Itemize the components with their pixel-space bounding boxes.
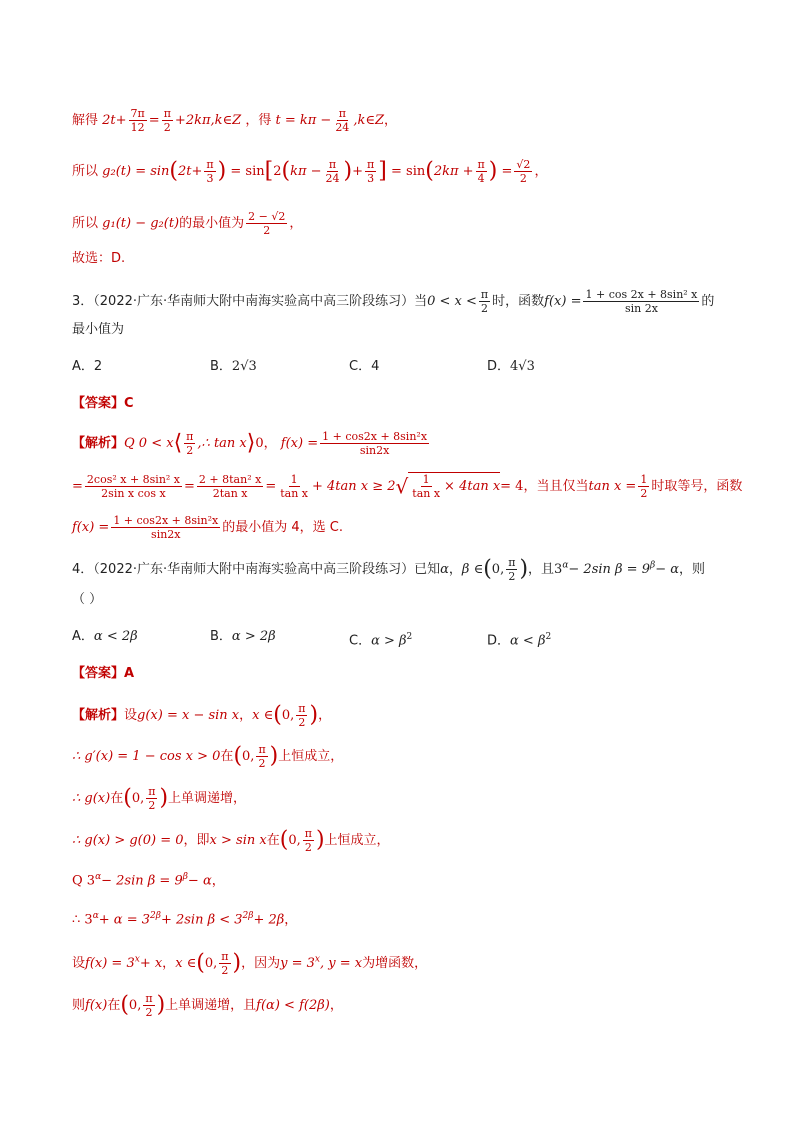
text: 解得 bbox=[72, 113, 99, 128]
text: ，且 bbox=[528, 562, 555, 577]
math: x bbox=[134, 954, 140, 965]
math: + α = 3 bbox=[98, 912, 150, 928]
text: 上单调递增，且 bbox=[165, 998, 257, 1013]
text: 时取等号，函数 bbox=[651, 479, 743, 494]
denominator: 3 bbox=[206, 172, 214, 185]
q4-solution-line-3: ∴ g(x)在(0, $\frac{\pi}{2}$ )上单调递增， bbox=[72, 785, 247, 812]
text: 在 bbox=[107, 998, 121, 1013]
text: ， bbox=[239, 708, 253, 723]
math: = bbox=[501, 164, 513, 179]
fraction bbox=[365, 158, 376, 185]
math: x ∈ bbox=[252, 708, 274, 723]
text: 设 bbox=[72, 956, 86, 971]
text: 上单调递增， bbox=[168, 791, 247, 806]
text: 设 bbox=[124, 708, 138, 723]
math: − 2sin β = 9 bbox=[568, 562, 650, 577]
text: 3．（2022·广东·华南师大附中南海实验高中高三阶段练习）当 bbox=[72, 294, 428, 309]
q3-option-a: A．2 bbox=[72, 359, 103, 374]
text: D． bbox=[487, 633, 511, 649]
fraction bbox=[246, 210, 287, 237]
text: ， bbox=[318, 708, 332, 723]
numerator: 2 − √2 bbox=[248, 210, 286, 223]
text: D． bbox=[487, 359, 511, 374]
question-4-stem: 4．（2022·广东·华南师大附中南海实验高中高三阶段练习）已知α，β ∈(0, $\frac{\pi}{2}$ )，且$3^\alpha- 2\sin$ $\beta = 9^\beta- \alpha$，则 bbox=[72, 556, 706, 583]
denominator: 2sin x cos x bbox=[101, 487, 166, 500]
math: − α bbox=[187, 873, 212, 889]
numerator: 1 + cos2x + 8sin²x bbox=[113, 514, 219, 527]
numerator: 1 bbox=[640, 473, 648, 486]
math: α bbox=[440, 562, 449, 577]
q3-option-d bbox=[487, 358, 535, 376]
numerator: π bbox=[477, 158, 485, 171]
numerator: 7π bbox=[130, 107, 145, 120]
denominator: 2 bbox=[481, 302, 489, 315]
math: − 2sin β = 9 bbox=[101, 873, 183, 889]
math: 2 bbox=[406, 632, 413, 642]
math: 4√3 bbox=[510, 359, 535, 374]
text: ，得 bbox=[245, 113, 272, 128]
fraction bbox=[506, 556, 517, 583]
text: 【解析】 bbox=[72, 708, 125, 723]
numerator: π bbox=[163, 107, 171, 120]
solution-line-2: 所以 g₂(t) = sin(2t+ $\frac{\pi}{3}$ ) = sin[2(kπ − $\frac{\pi}{24}$ )+ $\frac{\pi}{3}$ ] = sin(2kπ + $\frac{\pi}{4}$ ) = $\frac{√2}{2}$ ， bbox=[72, 158, 548, 185]
fraction bbox=[583, 288, 699, 315]
math: ∴ g′(x) = 1 − cos x > 0 bbox=[72, 749, 221, 764]
text: ，则 bbox=[679, 562, 706, 577]
text: ，当且仅当 bbox=[523, 479, 589, 494]
q3-solution-line-3 bbox=[72, 514, 343, 541]
math: g(x) = x − sin x bbox=[137, 708, 240, 723]
fraction bbox=[333, 107, 351, 134]
fraction bbox=[162, 107, 173, 134]
text: ， bbox=[329, 998, 343, 1013]
math: + 2β bbox=[253, 912, 285, 928]
fraction bbox=[324, 158, 342, 185]
text: C． bbox=[349, 633, 372, 649]
math: ∴ g(x) > g(0) = 0 bbox=[72, 833, 184, 848]
denominator: sin2x bbox=[151, 528, 181, 541]
numerator: 1 bbox=[290, 473, 298, 486]
numerator: √2 bbox=[516, 158, 531, 171]
text: 在 bbox=[266, 833, 280, 848]
fraction bbox=[111, 514, 220, 541]
numerator: 2 + 8tan² x bbox=[198, 473, 262, 486]
q4-solution-line-5: Q $3^\alpha- 2\sin$ $\beta = 9^\beta- \alpha$， bbox=[72, 872, 225, 889]
fraction bbox=[184, 430, 195, 457]
text: 【解析】 bbox=[72, 436, 125, 451]
text: ， bbox=[162, 956, 176, 971]
math: = 4 bbox=[500, 479, 524, 494]
denominator: 2 bbox=[186, 444, 194, 457]
math: 0 < x < bbox=[427, 294, 477, 309]
math: α > β bbox=[371, 633, 407, 649]
denominator: 24 bbox=[335, 121, 350, 134]
text: A． bbox=[72, 629, 94, 644]
text: 的 bbox=[701, 294, 715, 309]
fraction bbox=[129, 107, 147, 134]
text: ， bbox=[211, 873, 225, 889]
math: g₂(t) = sin bbox=[102, 164, 170, 179]
math: f(α) < f(2β) bbox=[256, 998, 330, 1013]
q4-solution-line-6: ∴ $3^\alpha+ \alpha = 3^{2\beta}+ 2\sin$ $\beta < 3^{2\beta}+ 2\beta$， bbox=[72, 911, 298, 928]
denominator: 2tan x bbox=[212, 487, 248, 500]
math: ,∴ tan x bbox=[197, 436, 247, 451]
q4-solution-line-4: ∴ g(x) > g(0) = 0，即x > sin x在(0, $\frac{\pi}{2}$ )上恒成立， bbox=[72, 827, 390, 854]
math: − α bbox=[655, 562, 679, 577]
question-3-stem bbox=[72, 288, 714, 315]
numerator: π bbox=[186, 430, 194, 443]
math: = sin bbox=[391, 164, 426, 179]
text: B． bbox=[210, 629, 232, 644]
q4-option-b bbox=[210, 628, 276, 646]
math: +2kπ,k∈Z bbox=[174, 113, 242, 128]
q3-solution-line-2: = $\frac{\text{2cos² x + 8sin² x}}{\text{2sin x cos x}}$ = $\frac{\text{2 + 8tan² x}}{\text{2tan x}}$ = $\frac{1}{\text{tan x}}$ + 4tan x ≥ 2√ $\frac{1}{\text{tan x}}$ × 4tan x= 4，当且仅当tan x = $\frac{1}{2}$ 时取等号，函数 bbox=[72, 473, 743, 500]
denominator: sin2x bbox=[359, 444, 390, 457]
fraction bbox=[638, 473, 649, 500]
numerator: π bbox=[367, 158, 375, 171]
fraction bbox=[197, 473, 263, 500]
math: Q 0 < x bbox=[124, 436, 174, 451]
text: ， bbox=[263, 436, 277, 451]
math: + 4tan x ≥ 2 bbox=[311, 479, 396, 494]
denominator: 12 bbox=[130, 121, 145, 134]
q4-option-d bbox=[487, 628, 551, 650]
text: B． bbox=[210, 359, 232, 374]
math: ∴ 3 bbox=[72, 912, 93, 928]
text: ， bbox=[448, 562, 462, 577]
solution-line-1 bbox=[72, 107, 397, 134]
numerator: 1 + cos 2x + 8sin² x bbox=[585, 288, 698, 301]
math: t = kπ − bbox=[275, 113, 332, 128]
text: 在 bbox=[220, 749, 234, 764]
fraction bbox=[204, 158, 215, 185]
math: ∴ g(x) bbox=[72, 791, 111, 806]
math: + 2sin β < 3 bbox=[160, 912, 243, 928]
q3-solution-line-1: 【解析】Q 0 < x⟨ $\frac{\pi}{2}$ ,∴ tan x⟩0， f(x) = $\frac{\text{1 + cos2x + 8sin²x}}{\sin 2x}$ bbox=[72, 430, 428, 457]
denominator: 2 bbox=[163, 121, 171, 134]
math: f(x) = bbox=[280, 436, 319, 451]
numerator: π bbox=[328, 158, 337, 171]
fraction bbox=[410, 473, 442, 500]
math: x ∈ bbox=[175, 956, 197, 971]
text: 为增函数， bbox=[362, 956, 428, 971]
text: ， bbox=[383, 113, 397, 128]
text: 4．（2022·广东·华南师大附中南海实验高中高三阶段练习）已知 bbox=[72, 562, 441, 577]
math: g₁(t) − g₂(t) bbox=[102, 216, 180, 231]
text: 时，函数 bbox=[492, 294, 545, 309]
text: 在 bbox=[110, 791, 124, 806]
math: ,k∈Z bbox=[353, 113, 384, 128]
math: 2 bbox=[545, 632, 552, 642]
denominator: sin 2x bbox=[624, 302, 658, 315]
text: ，因为 bbox=[241, 956, 281, 971]
math: α bbox=[562, 560, 569, 571]
math: + x bbox=[139, 956, 163, 971]
math: x > sin x bbox=[209, 833, 267, 848]
math: 0 bbox=[255, 436, 264, 451]
math: α < 2β bbox=[93, 629, 138, 644]
math: , y = x bbox=[319, 956, 363, 971]
fraction bbox=[320, 430, 429, 457]
math: α > 2β bbox=[231, 629, 276, 644]
text: 的最小值为 4，选 C. bbox=[222, 520, 343, 535]
text: ， bbox=[289, 216, 303, 231]
fraction bbox=[514, 158, 532, 185]
denominator: 2 bbox=[640, 487, 648, 500]
text: 上恒成立， bbox=[278, 749, 344, 764]
denominator: 2 bbox=[508, 570, 516, 583]
math: 2 bbox=[273, 164, 282, 179]
q4-solution-line-2: ∴ g′(x) = 1 − cos x > 0在(0, $\frac{\pi}{2}$ )上恒成立， bbox=[72, 743, 344, 770]
math: f(x) = 3 bbox=[85, 956, 135, 971]
denominator: tan x bbox=[412, 487, 441, 500]
math: β ∈ bbox=[461, 562, 484, 577]
math: = bbox=[72, 479, 83, 494]
math: tan x = bbox=[588, 479, 637, 494]
fraction bbox=[476, 158, 487, 185]
q4-solution-line-7: 设$f(x) = 3^x+ x$，x ∈(0, $\frac{\pi}{2}$ )，因为$y = 3^x$, y = x为增函数， bbox=[72, 950, 428, 977]
text: 所以 bbox=[72, 216, 99, 231]
numerator: 1 bbox=[422, 473, 430, 486]
denominator: 3 bbox=[367, 172, 375, 185]
numerator: π bbox=[206, 158, 214, 171]
fraction bbox=[479, 288, 490, 315]
math: 3 bbox=[554, 562, 563, 577]
numerator: π bbox=[338, 107, 346, 120]
q3-option-c: C．4 bbox=[349, 359, 380, 374]
math: 2t+ bbox=[102, 113, 127, 128]
q4-answer: 【答案】A bbox=[72, 666, 135, 681]
math: 2β bbox=[150, 911, 161, 921]
text: 的最小值为 bbox=[179, 216, 245, 231]
q4-solution-line-1: 【解析】设g(x) = x − sin x，x ∈(0, $\frac{\pi}{2}$ )， bbox=[72, 702, 332, 729]
fraction bbox=[278, 473, 310, 500]
text: ， bbox=[534, 164, 548, 179]
math: f(x) = bbox=[544, 294, 582, 309]
q4-option-a bbox=[72, 628, 138, 646]
text: 所以 bbox=[72, 164, 99, 179]
math: α < β bbox=[510, 633, 546, 649]
math: 2kπ + bbox=[433, 164, 474, 179]
math: = bbox=[265, 479, 277, 494]
text: ，即 bbox=[183, 833, 210, 848]
solution-line-4: 故选：D. bbox=[72, 251, 126, 266]
denominator: 2 bbox=[519, 172, 527, 185]
text: 则 bbox=[72, 998, 86, 1013]
math: 2t+ bbox=[178, 164, 203, 179]
question-3-stem-line2: 最小值为 bbox=[72, 322, 125, 337]
numerator: 1 + cos2x + 8sin²x bbox=[322, 430, 428, 443]
numerator: π bbox=[508, 556, 516, 569]
numerator: π bbox=[480, 288, 489, 301]
q3-answer: 【答案】C bbox=[72, 396, 134, 411]
math: Q 3 bbox=[72, 873, 96, 889]
math: 2√3 bbox=[231, 359, 257, 374]
solution-line-3 bbox=[72, 210, 302, 237]
numerator: 2cos² x + 8sin² x bbox=[86, 473, 181, 486]
denominator: 4 bbox=[477, 172, 485, 185]
math: β bbox=[649, 560, 656, 571]
q4-option-c bbox=[349, 628, 412, 650]
q4-solution-line-8: 则f(x)在(0, $\frac{\pi}{2}$ )上单调递增，且f(α) < f(2β)， bbox=[72, 992, 343, 1019]
text: ， bbox=[284, 912, 298, 928]
math: f(x) = bbox=[72, 520, 110, 535]
math: kπ − bbox=[290, 164, 322, 179]
text: 上恒成立， bbox=[324, 833, 390, 848]
denominator: tan x bbox=[280, 487, 308, 500]
math: = bbox=[148, 113, 160, 128]
math: × 4tan x bbox=[444, 479, 501, 494]
denominator: 24 bbox=[325, 172, 340, 185]
denominator: 2 bbox=[263, 224, 271, 237]
math: 0, bbox=[491, 562, 505, 577]
q3-option-b bbox=[210, 358, 257, 376]
math: y = 3 bbox=[280, 956, 315, 971]
math: = bbox=[184, 479, 195, 494]
math: + bbox=[352, 164, 364, 179]
math: = sin bbox=[230, 164, 265, 179]
question-4-paren: （ ） bbox=[72, 592, 103, 607]
fraction bbox=[85, 473, 182, 500]
math: f(x) bbox=[85, 998, 108, 1013]
